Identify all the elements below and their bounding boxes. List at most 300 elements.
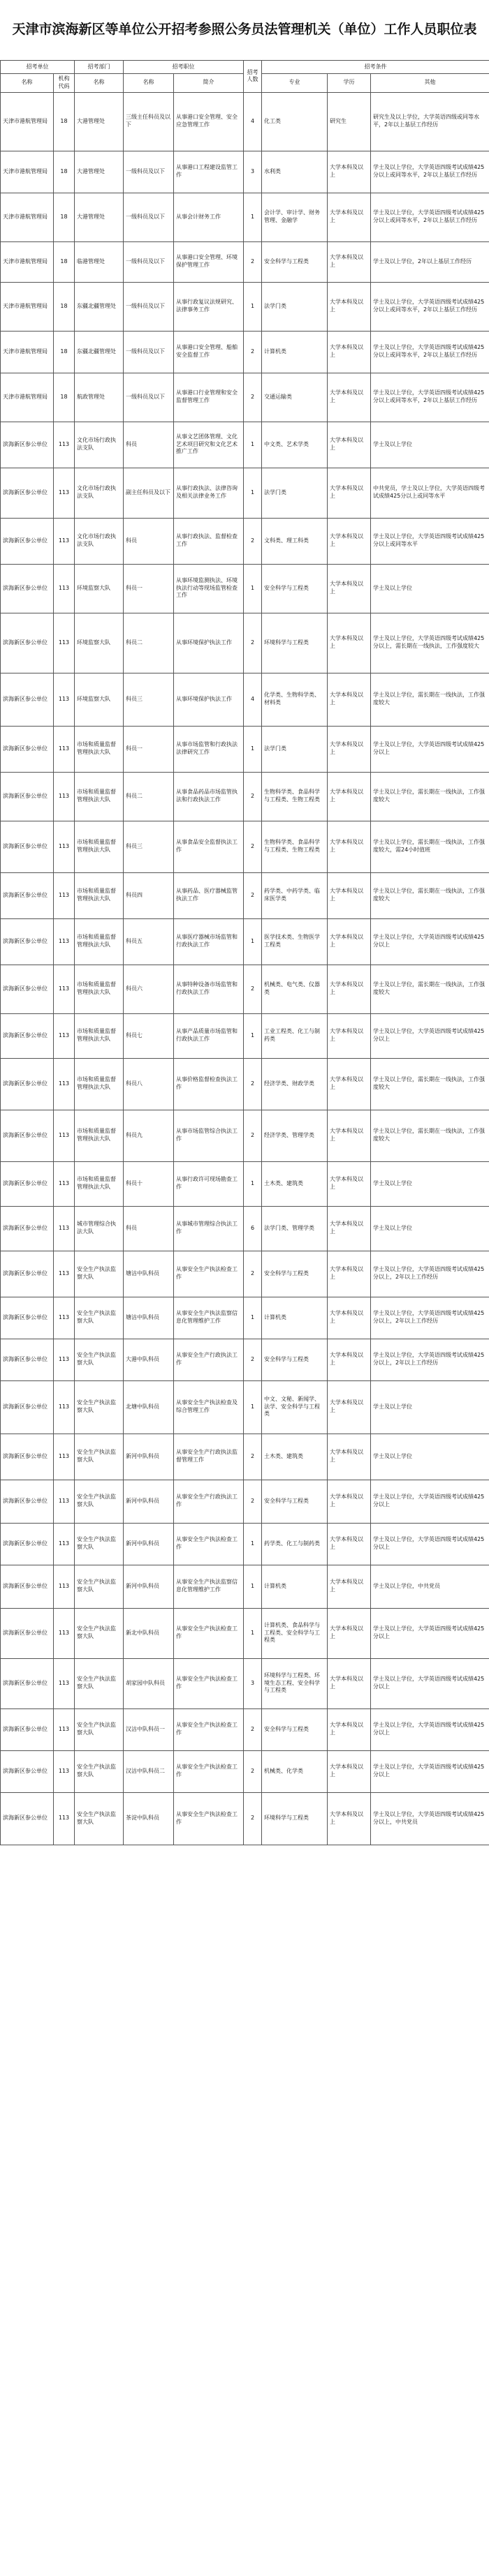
cell-edu: 大学本科及以上	[328, 241, 371, 282]
cell-post-name: 北塘中队科员	[124, 1380, 174, 1434]
cell-count: 1	[244, 1608, 262, 1658]
cell-major: 药学类、中药学类、临床医学类	[262, 872, 328, 918]
cell-other: 学士及以上学位，大学英语四级考试成绩425分以上	[371, 726, 489, 772]
cell-unit-name: 滨海新区参公单位	[1, 726, 54, 772]
cell-major: 法学门类	[262, 282, 328, 331]
cell-major: 环境科学与工程类	[262, 1792, 328, 1845]
cell-unit-name: 滨海新区参公单位	[1, 1608, 54, 1658]
cell-edu: 大学本科及以上	[328, 193, 371, 241]
cell-major: 安全科学与工程类	[262, 1339, 328, 1380]
cell-dept-name: 环境监察大队	[75, 564, 124, 613]
cell-post-name: 科员三	[124, 821, 174, 872]
cell-unit-name: 滨海新区参公单位	[1, 821, 54, 872]
cell-post-name: 副主任科员及以下	[124, 468, 174, 518]
cell-unit-code: 18	[54, 151, 75, 193]
cell-other: 学士及以上学位，需长期在一线执法，工作强度较大	[371, 772, 489, 821]
cell-edu: 大学本科及以上	[328, 872, 371, 918]
cell-post-name: 科员五	[124, 918, 174, 965]
cell-count: 1	[244, 1161, 262, 1206]
cell-unit-name: 滨海新区参公单位	[1, 422, 54, 468]
cell-other: 学士及以上学位，需长期在一线执法，工作强度较大，需24小时值班	[371, 821, 489, 872]
cell-unit-code: 113	[54, 1380, 75, 1434]
header-unit-code: 机构代码	[54, 74, 75, 93]
table-row	[1, 241, 489, 282]
cell-post-name: 科员	[124, 1206, 174, 1251]
header-dept-group: 招考部门	[75, 61, 124, 74]
cell-post-desc: 从事文艺团体管理、文化艺术项目研究和文化艺术推广工作	[174, 422, 244, 468]
cell-dept-name: 安全生产执法监察大队	[75, 1380, 124, 1434]
cell-dept-name: 市场和质量监督管理执法大队	[75, 872, 124, 918]
cell-post-name: 一级科员及以下	[124, 241, 174, 282]
cell-unit-code: 113	[54, 613, 75, 673]
cell-unit-name: 天津市港航管理局	[1, 373, 54, 422]
cell-other: 学士及以上学位，需长期在一线执法，工作强度较大	[371, 965, 489, 1013]
cell-post-desc: 从事环境保护执法工作	[174, 613, 244, 673]
table-row	[1, 1013, 489, 1058]
cell-other: 学士及以上学位，2年以上基层工作经历	[371, 241, 489, 282]
cell-edu: 大学本科及以上	[328, 1206, 371, 1251]
table-row	[1, 1565, 489, 1608]
cell-unit-code: 18	[54, 193, 75, 241]
cell-post-name: 塘沽中队科员	[124, 1297, 174, 1339]
cell-post-desc: 从事港口安全管理、船舶安全监督工作	[174, 331, 244, 373]
cell-edu: 大学本科及以上	[328, 1161, 371, 1206]
cell-other: 学士及以上学位，大学英语四级考试成绩425分以上，2年以上工作经历	[371, 1297, 489, 1339]
cell-post-desc: 从事城市管理综合执法工作	[174, 1206, 244, 1251]
table-row	[1, 1750, 489, 1792]
cell-count: 1	[244, 1523, 262, 1565]
cell-unit-name: 滨海新区参公单位	[1, 1565, 54, 1608]
cell-major: 化学类、生物科学类、材料类	[262, 673, 328, 726]
cell-post-desc: 从事市场监管和行政执法法律研究工作	[174, 726, 244, 772]
cell-post-desc: 从事港口安全管理、环境保护管理工作	[174, 241, 244, 282]
cell-post-name: 科员六	[124, 965, 174, 1013]
cell-count: 1	[244, 918, 262, 965]
cell-unit-code: 113	[54, 518, 75, 564]
cell-dept-name: 东疆北疆管理处	[75, 331, 124, 373]
cell-other: 学士及以上学位	[371, 1434, 489, 1480]
cell-edu: 大学本科及以上	[328, 151, 371, 193]
cell-post-desc: 从事环境保护执法工作	[174, 673, 244, 726]
cell-other: 学士及以上学位，大学英语四级考试成绩425分以上或同等水平，2年以上基层工作经历	[371, 331, 489, 373]
cell-unit-code: 113	[54, 1251, 75, 1297]
cell-dept-name: 安全生产执法监察大队	[75, 1434, 124, 1480]
cell-unit-code: 113	[54, 772, 75, 821]
cell-edu: 大学本科及以上	[328, 918, 371, 965]
table-row	[1, 1708, 489, 1750]
cell-dept-name: 市场和质量监督管理执法大队	[75, 726, 124, 772]
cell-count: 1	[244, 468, 262, 518]
cell-dept-name: 临港管理处	[75, 241, 124, 282]
cell-unit-name: 滨海新区参公单位	[1, 1251, 54, 1297]
cell-unit-code: 113	[54, 1708, 75, 1750]
cell-other: 学士及以上学位	[371, 422, 489, 468]
cell-dept-name: 安全生产执法监察大队	[75, 1251, 124, 1297]
cell-major: 文科类、理工科类	[262, 518, 328, 564]
cell-edu: 大学本科及以上	[328, 468, 371, 518]
cell-post-desc: 从事价格监督检查执法工作	[174, 1058, 244, 1110]
cell-post-desc: 从事港口安全管理、安全应急管理工作	[174, 92, 244, 151]
cell-unit-code: 113	[54, 1565, 75, 1608]
cell-unit-name: 滨海新区参公单位	[1, 613, 54, 673]
cell-unit-code: 113	[54, 1013, 75, 1058]
cell-unit-code: 113	[54, 1792, 75, 1845]
header-post-desc: 简介	[174, 74, 244, 93]
cell-dept-name: 市场和质量监督管理执法大队	[75, 965, 124, 1013]
cell-post-desc: 从事安全生产执法检查工作	[174, 1750, 244, 1792]
cell-dept-name: 市场和质量监督管理执法大队	[75, 1013, 124, 1058]
cell-count: 1	[244, 1565, 262, 1608]
cell-post-desc: 从事港口工程建设监管工作	[174, 151, 244, 193]
cell-other: 学士及以上学位，大学英语四级考试成绩425分以上	[371, 1658, 489, 1708]
table-row	[1, 1058, 489, 1110]
cell-edu: 大学本科及以上	[328, 1565, 371, 1608]
cell-other: 学士及以上学位，大学英语四级考试成绩425分以上	[371, 1750, 489, 1792]
cell-edu: 大学本科及以上	[328, 772, 371, 821]
cell-edu: 大学本科及以上	[328, 1297, 371, 1339]
cell-unit-name: 滨海新区参公单位	[1, 1658, 54, 1708]
cell-post-desc: 从事产品质量市场监管和行政执法工作	[174, 1013, 244, 1058]
cell-dept-name: 市场和质量监督管理执法大队	[75, 821, 124, 872]
cell-major: 土木类、建筑类	[262, 1434, 328, 1480]
cell-unit-name: 滨海新区参公单位	[1, 1708, 54, 1750]
cell-dept-name: 市场和质量监督管理执法大队	[75, 1110, 124, 1161]
cell-other: 学士及以上学位，需长期在一线执法，工作强度较大	[371, 1058, 489, 1110]
header-post-group: 招考职位	[124, 61, 244, 74]
cell-count: 2	[244, 518, 262, 564]
cell-post-name: 汉沽中队科员二	[124, 1750, 174, 1792]
cell-major: 安全科学与工程类	[262, 1708, 328, 1750]
table-row	[1, 331, 489, 373]
cell-count: 2	[244, 1110, 262, 1161]
table-row	[1, 1297, 489, 1339]
table-row	[1, 1339, 489, 1380]
cell-post-desc: 从事安全生产行政执法工作	[174, 1339, 244, 1380]
cell-other: 学士及以上学位，大学英语四级考试成绩425分以上	[371, 918, 489, 965]
cell-count: 2	[244, 373, 262, 422]
header-post-name: 名称	[124, 74, 174, 93]
page-title: 天津市滨海新区等单位公开招考参照公务员法管理机关（单位）工作人员职位表	[12, 22, 477, 38]
cell-count: 2	[244, 872, 262, 918]
cell-unit-code: 18	[54, 331, 75, 373]
cell-other: 学士及以上学位，需长期在一线执法，工作强度较大	[371, 673, 489, 726]
cell-dept-name: 城市管理综合执法大队	[75, 1206, 124, 1251]
header-other: 其他	[371, 74, 489, 93]
cell-other: 学士及以上学位，大学英语四级考试成绩425分以上或同等水平，2年以上基层工作经历	[371, 151, 489, 193]
cell-unit-name: 滨海新区参公单位	[1, 1380, 54, 1434]
cell-post-name: 一级科员及以下	[124, 331, 174, 373]
cell-count: 6	[244, 1206, 262, 1251]
cell-edu: 大学本科及以上	[328, 1523, 371, 1565]
cell-unit-code: 113	[54, 821, 75, 872]
cell-count: 3	[244, 151, 262, 193]
cell-post-name: 科员十	[124, 1161, 174, 1206]
cell-dept-name: 文化市场行政执法支队	[75, 518, 124, 564]
cell-post-desc: 从事安全生产执法检查及综合管理工作	[174, 1380, 244, 1434]
cell-unit-name: 天津市港航管理局	[1, 282, 54, 331]
cell-unit-name: 滨海新区参公单位	[1, 1206, 54, 1251]
cell-post-desc: 从事行政复议法规研究、法律事务工作	[174, 282, 244, 331]
cell-major: 经济学类、财政学类	[262, 1058, 328, 1110]
cell-edu: 大学本科及以上	[328, 331, 371, 373]
cell-count: 1	[244, 726, 262, 772]
cell-dept-name: 大港管理处	[75, 193, 124, 241]
cell-dept-name: 安全生产执法监察大队	[75, 1480, 124, 1523]
cell-post-desc: 从事安全生产行政执法工作	[174, 1480, 244, 1523]
cell-other: 研究生及以上学位，大学英语四级或同等水平，2年以上基层工作经历	[371, 92, 489, 151]
cell-post-name: 新北中队科员	[124, 1608, 174, 1658]
cell-major: 水利类	[262, 151, 328, 193]
table-row	[1, 1161, 489, 1206]
cell-major: 生物科学类、食品科学与工程类、生物工程类	[262, 821, 328, 872]
cell-dept-name: 市场和质量监督管理执法大队	[75, 918, 124, 965]
header-unit-group: 招考单位	[1, 61, 75, 74]
cell-major: 法学门类、管理学类	[262, 1206, 328, 1251]
cell-major: 医学技术类、生物医学工程类	[262, 918, 328, 965]
cell-edu: 大学本科及以上	[328, 1708, 371, 1750]
cell-unit-name: 滨海新区参公单位	[1, 1434, 54, 1480]
cell-post-name: 科员七	[124, 1013, 174, 1058]
cell-dept-name: 东疆北疆管理处	[75, 282, 124, 331]
cell-unit-name: 滨海新区参公单位	[1, 1523, 54, 1565]
cell-post-name: 茶淀中队科员	[124, 1792, 174, 1845]
cell-unit-code: 113	[54, 1206, 75, 1251]
cell-major: 工业工程类、化工与制药类	[262, 1013, 328, 1058]
cell-unit-code: 113	[54, 872, 75, 918]
cell-unit-code: 113	[54, 673, 75, 726]
cell-dept-name: 安全生产执法监察大队	[75, 1658, 124, 1708]
cell-count: 1	[244, 282, 262, 331]
cell-post-desc: 从事行政执法、监督检查工作	[174, 518, 244, 564]
cell-dept-name: 环境监察大队	[75, 673, 124, 726]
cell-post-name: 新河中队科员	[124, 1523, 174, 1565]
header-edu: 学历	[328, 74, 371, 93]
cell-post-desc: 从事特种设备市场监管和行政执法工作	[174, 965, 244, 1013]
cell-count: 1	[244, 1380, 262, 1434]
cell-other: 学士及以上学位，大学英语四级考试成绩425分以上，2年以上工作经历	[371, 1339, 489, 1380]
cell-major: 环境科学与工程类、环境生态工程、安全科学与工程类	[262, 1658, 328, 1708]
header-count: 招考人数	[244, 61, 262, 93]
table-body	[1, 92, 489, 1845]
cell-post-desc: 从事药品、医疗器械监管执法工作	[174, 872, 244, 918]
cell-unit-code: 113	[54, 1658, 75, 1708]
cell-major: 生物科学类、食品科学与工程类、生物工程类	[262, 772, 328, 821]
cell-other: 学士及以上学位，大学英语四级考试成绩425分以上	[371, 1013, 489, 1058]
cell-dept-name: 市场和质量监督管理执法大队	[75, 1058, 124, 1110]
cell-dept-name: 环境监察大队	[75, 613, 124, 673]
cell-unit-code: 113	[54, 1608, 75, 1658]
cell-edu: 大学本科及以上	[328, 1339, 371, 1380]
header-row-group	[1, 61, 489, 74]
cell-other: 学士及以上学位，需长期在一线执法，工作强度较大	[371, 872, 489, 918]
cell-unit-code: 113	[54, 1434, 75, 1480]
cell-post-name: 科员一	[124, 726, 174, 772]
cell-post-name: 胡家园中队科员	[124, 1658, 174, 1708]
cell-other: 学士及以上学位，中共党员	[371, 1565, 489, 1608]
cell-edu: 研究生	[328, 92, 371, 151]
table-row	[1, 1206, 489, 1251]
table-row	[1, 726, 489, 772]
cell-unit-code: 113	[54, 1523, 75, 1565]
cell-count: 2	[244, 1792, 262, 1845]
cell-post-desc: 从事食品安全监督执法工作	[174, 821, 244, 872]
cell-edu: 大学本科及以上	[328, 1792, 371, 1845]
cell-post-name: 大港中队科员	[124, 1339, 174, 1380]
cell-unit-name: 天津市港航管理局	[1, 92, 54, 151]
cell-count: 2	[244, 241, 262, 282]
positions-table	[0, 60, 489, 1845]
cell-edu: 大学本科及以上	[328, 673, 371, 726]
cell-major: 中文、文秘、新闻学、法学、安全科学与工程类	[262, 1380, 328, 1434]
header-cond-group: 招考条件	[262, 61, 489, 74]
cell-unit-name: 滨海新区参公单位	[1, 872, 54, 918]
cell-post-name: 科员九	[124, 1110, 174, 1161]
cell-other: 学士及以上学位	[371, 1161, 489, 1206]
table-row	[1, 1658, 489, 1708]
cell-unit-name: 滨海新区参公单位	[1, 1750, 54, 1792]
cell-unit-code: 113	[54, 1750, 75, 1792]
cell-count: 2	[244, 1058, 262, 1110]
cell-other: 学士及以上学位，大学英语四级考试成绩425分以上	[371, 1608, 489, 1658]
cell-post-desc: 从事安全生产执法监察信息化管理维护工作	[174, 1565, 244, 1608]
cell-unit-name: 天津市港航管理局	[1, 241, 54, 282]
table-row	[1, 918, 489, 965]
table-row	[1, 564, 489, 613]
cell-edu: 大学本科及以上	[328, 282, 371, 331]
cell-edu: 大学本科及以上	[328, 726, 371, 772]
header-dept-name: 名称	[75, 74, 124, 93]
cell-unit-code: 18	[54, 373, 75, 422]
table-row	[1, 613, 489, 673]
cell-unit-name: 滨海新区参公单位	[1, 1013, 54, 1058]
cell-other: 学士及以上学位，大学英语四级考试成绩425分以上，2年以上工作经历	[371, 1251, 489, 1297]
cell-count: 4	[244, 673, 262, 726]
cell-other: 学士及以上学位，需长期在一线执法，工作强度较大	[371, 1110, 489, 1161]
cell-count: 2	[244, 965, 262, 1013]
cell-edu: 大学本科及以上	[328, 1110, 371, 1161]
cell-post-name: 科员二	[124, 613, 174, 673]
cell-major: 安全科学与工程类	[262, 1480, 328, 1523]
cell-count: 2	[244, 772, 262, 821]
cell-unit-name: 天津市港航管理局	[1, 151, 54, 193]
table-row	[1, 965, 489, 1013]
cell-edu: 大学本科及以上	[328, 1434, 371, 1480]
table-row	[1, 92, 489, 151]
cell-count: 2	[244, 1750, 262, 1792]
cell-major: 中文类、艺术学类	[262, 422, 328, 468]
cell-post-desc: 从事安全生产行政执法监督管理工作	[174, 1434, 244, 1480]
cell-unit-code: 18	[54, 241, 75, 282]
cell-dept-name: 安全生产执法监察大队	[75, 1608, 124, 1658]
cell-unit-code: 113	[54, 1110, 75, 1161]
cell-unit-name: 滨海新区参公单位	[1, 1297, 54, 1339]
cell-dept-name: 市场和质量监督管理执法大队	[75, 1161, 124, 1206]
cell-other: 学士及以上学位，大学英语四级考试成绩425分以上或同等水平，2年以上基层工作经历	[371, 282, 489, 331]
table-row	[1, 1251, 489, 1297]
cell-dept-name: 安全生产执法监察大队	[75, 1523, 124, 1565]
cell-post-name: 一级科员及以下	[124, 282, 174, 331]
cell-post-name: 塘沽中队科员	[124, 1251, 174, 1297]
cell-dept-name: 大港管理处	[75, 92, 124, 151]
table-row	[1, 872, 489, 918]
cell-count: 2	[244, 821, 262, 872]
cell-major: 药学类、化工与制药类	[262, 1523, 328, 1565]
cell-post-name: 科员二	[124, 772, 174, 821]
cell-count: 2	[244, 1480, 262, 1523]
cell-edu: 大学本科及以上	[328, 1480, 371, 1523]
cell-post-desc: 从事行政执法、法律咨询及相关法律业务工作	[174, 468, 244, 518]
cell-other: 学士及以上学位	[371, 1380, 489, 1434]
cell-dept-name: 安全生产执法监察大队	[75, 1565, 124, 1608]
cell-edu: 大学本科及以上	[328, 1058, 371, 1110]
cell-edu: 大学本科及以上	[328, 564, 371, 613]
cell-unit-name: 滨海新区参公单位	[1, 564, 54, 613]
cell-post-name: 科员三	[124, 673, 174, 726]
cell-count: 3	[244, 1658, 262, 1708]
cell-major: 交通运输类	[262, 373, 328, 422]
cell-other: 学士及以上学位，大学英语四级考试成绩425分以上，中共党员	[371, 1792, 489, 1845]
cell-post-name: 科员八	[124, 1058, 174, 1110]
cell-post-desc: 从事港口行业管理和安全监督管理工作	[174, 373, 244, 422]
cell-major: 土木类、建筑类	[262, 1161, 328, 1206]
cell-dept-name: 大港管理处	[75, 151, 124, 193]
cell-post-name: 科员	[124, 422, 174, 468]
cell-count: 2	[244, 1434, 262, 1480]
table-row	[1, 1480, 489, 1523]
cell-dept-name: 航政管理处	[75, 373, 124, 422]
table-row	[1, 821, 489, 872]
cell-edu: 大学本科及以上	[328, 1750, 371, 1792]
cell-major: 计算机类	[262, 1565, 328, 1608]
cell-edu: 大学本科及以上	[328, 422, 371, 468]
cell-other: 学士及以上学位，大学英语四级考试成绩425分以上	[371, 1523, 489, 1565]
cell-unit-code: 113	[54, 1297, 75, 1339]
cell-post-name: 一级科员及以下	[124, 151, 174, 193]
cell-major: 机械类、化学类	[262, 1750, 328, 1792]
cell-unit-code: 113	[54, 918, 75, 965]
cell-edu: 大学本科及以上	[328, 613, 371, 673]
cell-major: 计算机类	[262, 1297, 328, 1339]
cell-edu: 大学本科及以上	[328, 518, 371, 564]
cell-other: 学士及以上学位，大学英语四级考试成绩425分以上	[371, 1480, 489, 1523]
table-row	[1, 422, 489, 468]
cell-unit-code: 113	[54, 564, 75, 613]
cell-unit-name: 滨海新区参公单位	[1, 518, 54, 564]
cell-other: 学士及以上学位	[371, 1206, 489, 1251]
cell-post-desc: 从事会计财务工作	[174, 193, 244, 241]
cell-other: 学士及以上学位，大学英语四级考试成绩425分以上或同等水平，2年以上基层工作经历	[371, 373, 489, 422]
cell-edu: 大学本科及以上	[328, 821, 371, 872]
cell-post-desc: 从事食品药品市场监管执法和行政执法工作	[174, 772, 244, 821]
cell-post-desc: 从事安全生产执法检查工作	[174, 1708, 244, 1750]
cell-unit-name: 天津市港航管理局	[1, 193, 54, 241]
cell-major: 安全科学与工程类	[262, 1251, 328, 1297]
cell-unit-name: 滨海新区参公单位	[1, 772, 54, 821]
cell-post-desc: 从事安全生产执法检查工作	[174, 1608, 244, 1658]
cell-count: 2	[244, 1251, 262, 1297]
cell-post-desc: 从事安全生产执法检查工作	[174, 1251, 244, 1297]
cell-count: 2	[244, 613, 262, 673]
table-row	[1, 673, 489, 726]
table-row	[1, 518, 489, 564]
cell-other: 学士及以上学位，大学英语四级考试成绩425分以上或同等水平	[371, 518, 489, 564]
cell-count: 2	[244, 1339, 262, 1380]
cell-post-desc: 从事安全生产执法检查工作	[174, 1523, 244, 1565]
table-row	[1, 151, 489, 193]
cell-major: 化工类	[262, 92, 328, 151]
cell-post-desc: 从事安全生产执法检查工作	[174, 1658, 244, 1708]
cell-major: 会计学、审计学、财务管理、金融学	[262, 193, 328, 241]
